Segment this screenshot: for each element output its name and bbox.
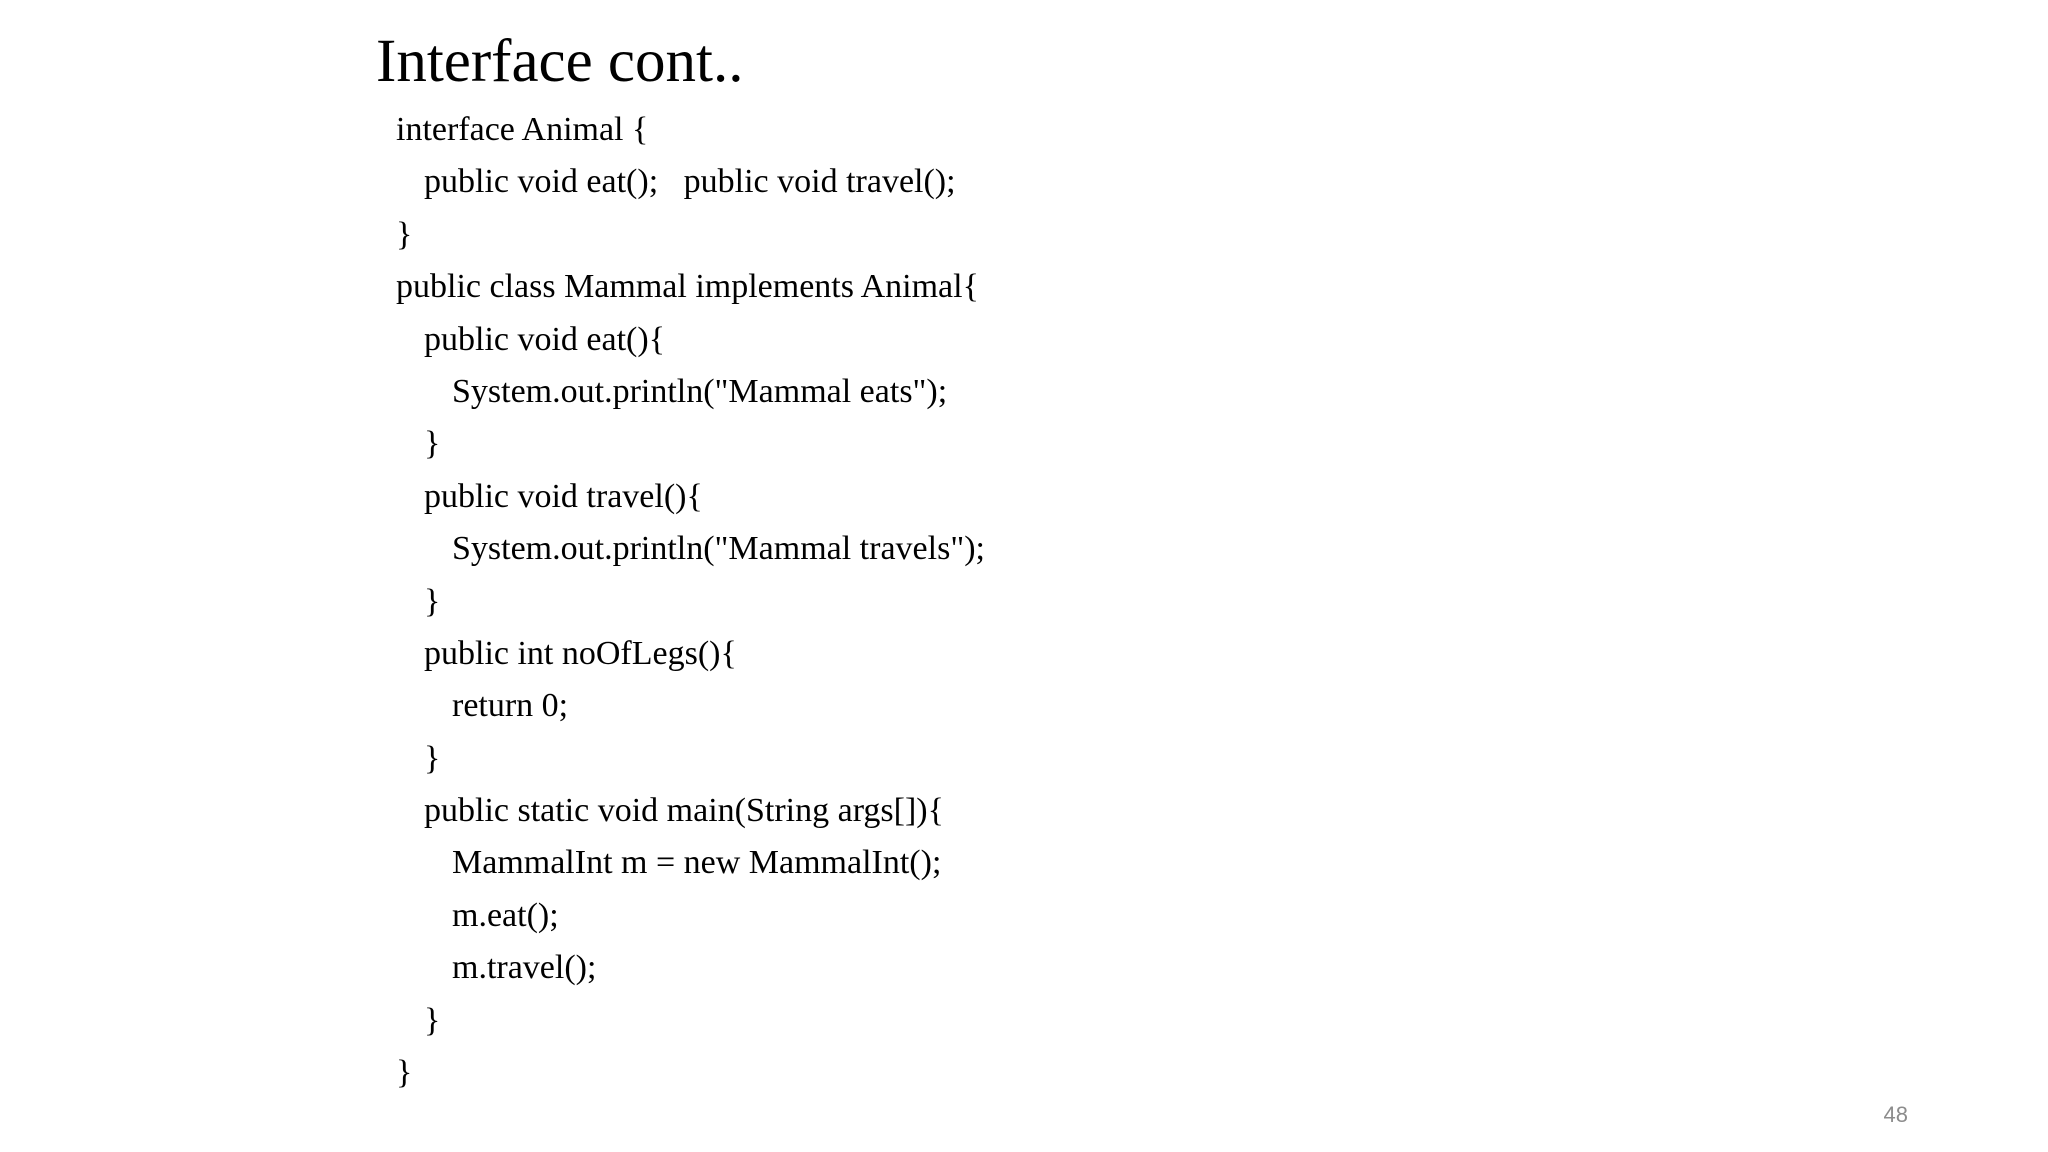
- slide-title: Interface cont..: [376, 28, 744, 95]
- code-line: }: [424, 425, 441, 463]
- code-line: return 0;: [452, 687, 569, 725]
- code-line: public static void main(String args[]){: [424, 792, 944, 830]
- code-line: System.out.println("Mammal travels");: [452, 530, 985, 568]
- code-line: }: [424, 1001, 441, 1039]
- code-line: MammalInt m = new MammalInt();: [452, 844, 942, 882]
- code-line: }: [424, 582, 441, 620]
- code-line: m.travel();: [452, 949, 597, 987]
- code-line: public class Mammal implements Animal{: [396, 268, 979, 306]
- code-line: }: [396, 1054, 413, 1092]
- code-line: }: [396, 215, 413, 253]
- code-line: public void eat(); public void travel();: [424, 163, 956, 201]
- code-line: System.out.println("Mammal eats");: [452, 372, 948, 410]
- code-line: public void travel(){: [424, 477, 703, 515]
- code-line: public int noOfLegs(){: [424, 634, 737, 672]
- code-line: m.eat();: [452, 896, 559, 934]
- code-line: interface Animal {: [396, 111, 649, 148]
- code-line: }: [424, 739, 441, 777]
- code-line: public void eat(){: [424, 320, 666, 358]
- code-block: [396, 104, 985, 1099]
- page-number: 48: [1883, 1102, 1908, 1127]
